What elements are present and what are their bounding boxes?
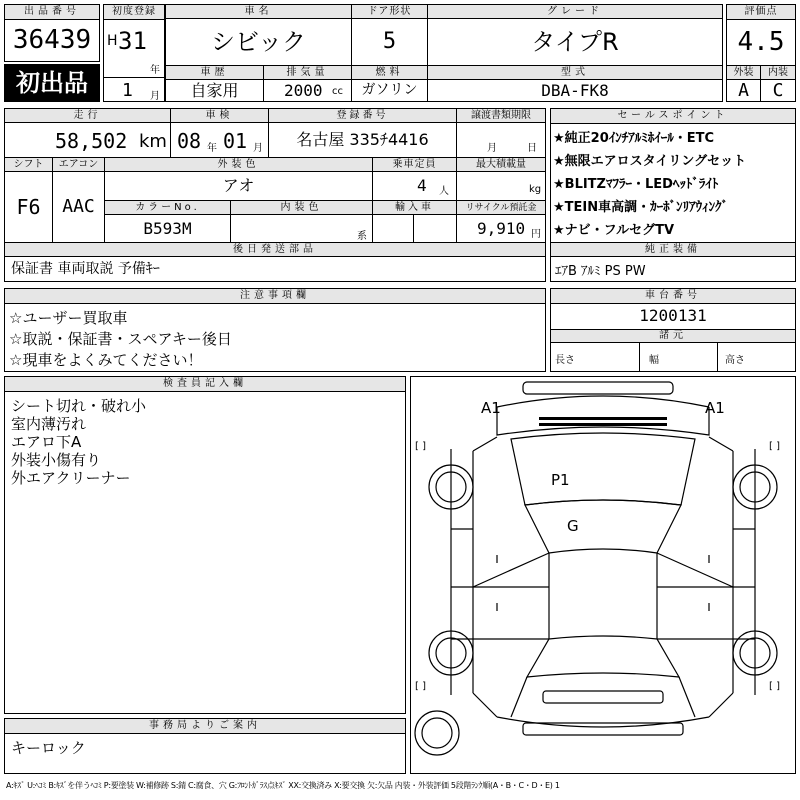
legend: A:ｷｽﾞ U:ﾍｺﾐ B:ｷｽﾞを伴うﾍｺﾐ P:要塗装 W:補修跡 S:錆 C:腐食、穴 G:ﾌﾛﾝﾄｶﾞﾗｽ点ｷｽﾞ XX:交換済み X:要交換 欠:欠品 内装・外装評価 5段階ﾗﾝｸ順(A・B・C・D・E) 1 (6, 781, 560, 790)
transfer-deadline-label: 譲渡書類期限 (457, 109, 545, 123)
inspection-month: 01 (223, 129, 248, 153)
transfer-deadline-cell (457, 123, 545, 157)
max-load-cell (457, 172, 545, 200)
capacity: 4 (417, 176, 427, 195)
color-number-label: カラーNo. (105, 201, 231, 215)
shift: F6 (5, 172, 53, 242)
max-load-label: 最大積載量 (457, 158, 545, 172)
year-unit: 年 (150, 65, 160, 76)
exterior-grade-label: 外装 (727, 66, 761, 80)
office-notice-box (4, 718, 406, 774)
height-label: 高さ (725, 355, 745, 366)
mileage-label: 走行 (5, 109, 171, 123)
chassis-number-label: 車台番号 (551, 289, 795, 304)
displacement-cell (264, 80, 352, 101)
displacement: 2000 (284, 81, 323, 100)
later-parts-label: 後日発送部品 (5, 243, 545, 257)
lot-number: 36439 (12, 25, 92, 55)
lot-number-box (4, 4, 100, 62)
notes-box (4, 288, 546, 372)
recycle-fee: 9,910 (477, 219, 526, 238)
sales-point-item: ★ナビ・フルセグTV (553, 223, 675, 238)
overall-score: 4.5 (737, 27, 785, 57)
note-item: ☆現車をよくみてください！ (9, 351, 203, 369)
note-item: ☆取説・保証書・スペアキー後日 (9, 330, 232, 348)
inspector-notes-box (4, 376, 406, 714)
inspector-note: エアロ下A (11, 433, 82, 451)
interior-grade-label: 内装 (761, 66, 795, 80)
interior-grade: C (772, 80, 784, 101)
sales-point-item: ★TEIN車高調・ｶｰﾎﾞﾝﾘｱｳｨﾝｸﾞ (553, 200, 729, 215)
aircon: AAC (53, 172, 105, 242)
aircon-label: エアコン (53, 158, 105, 172)
inspection-year: 08 (177, 129, 202, 153)
inspector-notes-label: 検査員記入欄 (5, 377, 405, 392)
later-parts: 保証書 車両取説 予備ｷｰ (11, 261, 160, 277)
registration-number-label: 登録番号 (269, 109, 457, 123)
notes-label: 注意事項欄 (5, 289, 545, 304)
mileage: 58,502 (55, 129, 128, 153)
tire-bracket: [ ] (769, 441, 780, 452)
fuel: ガソリン (352, 80, 428, 101)
detail-box (4, 108, 546, 282)
sales-point-item: ★無限エアロスタイリングセット (553, 154, 747, 169)
interior-color-label: 内装色 (231, 201, 373, 215)
note-item: ☆ユーザー買取車 (9, 309, 128, 327)
registration-number: 名古屋 335ﾁ4416 (269, 123, 457, 157)
damage-mark: A1 (705, 399, 725, 417)
standard-equipment: ｴｱB ｱﾙﾐ PS PW (555, 264, 646, 279)
inspector-note: 室内薄汚れ (11, 415, 87, 433)
displacement-unit: cc (332, 86, 343, 97)
door-label: ドア形状 (352, 5, 428, 19)
inspection-cell (171, 123, 269, 157)
inspection-year-unit: 年 (207, 143, 217, 154)
car-name: シビック (166, 19, 352, 65)
inspector-note: 外装小傷有り (11, 451, 102, 469)
dimensions-label: 諸元 (551, 329, 795, 343)
era: H (107, 33, 118, 49)
registration-month: 1 (122, 80, 133, 101)
exterior-color: アオ (105, 172, 373, 200)
grade-label: グレード (428, 5, 722, 19)
sales-point-item: ★純正20ｲﾝﾁｱﾙﾐﾎｲｰﾙ・ETC (553, 131, 715, 146)
inspector-note: シート切れ・破れ小 (11, 397, 147, 415)
displacement-label: 排気量 (264, 66, 352, 80)
mileage-cell (5, 123, 171, 157)
registration-year: 31 (118, 27, 147, 55)
recycle-fee-unit: 円 (531, 229, 541, 240)
mileage-unit: km (139, 131, 167, 152)
capacity-unit: 人 (439, 186, 449, 197)
color-number: B593M (105, 215, 231, 242)
import-cell (373, 215, 457, 242)
chassis-number: 1200131 (639, 306, 707, 325)
first-registration-box (103, 4, 165, 102)
standard-equipment-label: 純正装備 (551, 243, 795, 257)
fuel-label: 燃料 (352, 66, 428, 80)
recycle-fee-cell (457, 215, 545, 242)
car-name-label: 車名 (166, 5, 352, 19)
office-notice-label: 事務局よりご案内 (5, 719, 405, 734)
interior-color-cell (231, 215, 373, 242)
tire-bracket: [ ] (769, 681, 780, 692)
capacity-label: 乗車定員 (373, 158, 457, 172)
score-box (726, 4, 796, 102)
inspector-note: 外エアクリーナー (11, 469, 131, 487)
recycle-fee-label: リサイクル預託金 (457, 201, 545, 215)
shift-label: シフト (5, 158, 53, 172)
model-label: 型式 (428, 66, 722, 80)
damage-mark: G (567, 517, 579, 535)
transfer-month-unit: 月 (487, 143, 497, 154)
car-outline-drawing (411, 377, 795, 773)
exterior-grade: A (727, 80, 761, 101)
first-listing-badge: 初出品 (4, 64, 100, 102)
damage-mark: A1 (481, 399, 501, 417)
interior-color-unit: 系 (357, 231, 367, 242)
capacity-cell (373, 172, 457, 200)
chassis-box (550, 288, 796, 372)
score-label: 評価点 (727, 5, 795, 20)
car-diagram (410, 376, 796, 774)
length-label: 長さ (555, 355, 575, 366)
history-label: 車歴 (166, 66, 264, 80)
model: DBA-FK8 (541, 81, 609, 100)
grade: タイプR (531, 28, 619, 56)
office-notice: キーロック (11, 739, 86, 757)
vehicle-info-box (165, 4, 723, 102)
door-count: 5 (352, 19, 428, 65)
transfer-day-unit: 日 (527, 143, 537, 154)
exterior-color-label: 外装色 (105, 158, 373, 172)
max-load-unit: kg (529, 184, 542, 195)
first-registration-label: 初度登録 (104, 5, 164, 20)
month-unit: 月 (150, 91, 160, 102)
sales-point-item: ★BLITZﾏﾌﾗｰ・LEDﾍｯﾄﾞﾗｲﾄ (553, 177, 719, 192)
history: 自家用 (166, 80, 264, 101)
inspection-label: 車検 (171, 109, 269, 123)
inspection-month-unit: 月 (253, 143, 263, 154)
tire-bracket: [ ] (415, 441, 426, 452)
tire-bracket: [ ] (415, 681, 426, 692)
sales-points-label: セールスポイント (551, 109, 795, 124)
lot-number-label: 出品番号 (5, 5, 99, 20)
width-label: 幅 (649, 355, 659, 366)
damage-mark: P1 (551, 471, 570, 489)
sales-points-box (550, 108, 796, 282)
import-label: 輸入車 (373, 201, 457, 215)
